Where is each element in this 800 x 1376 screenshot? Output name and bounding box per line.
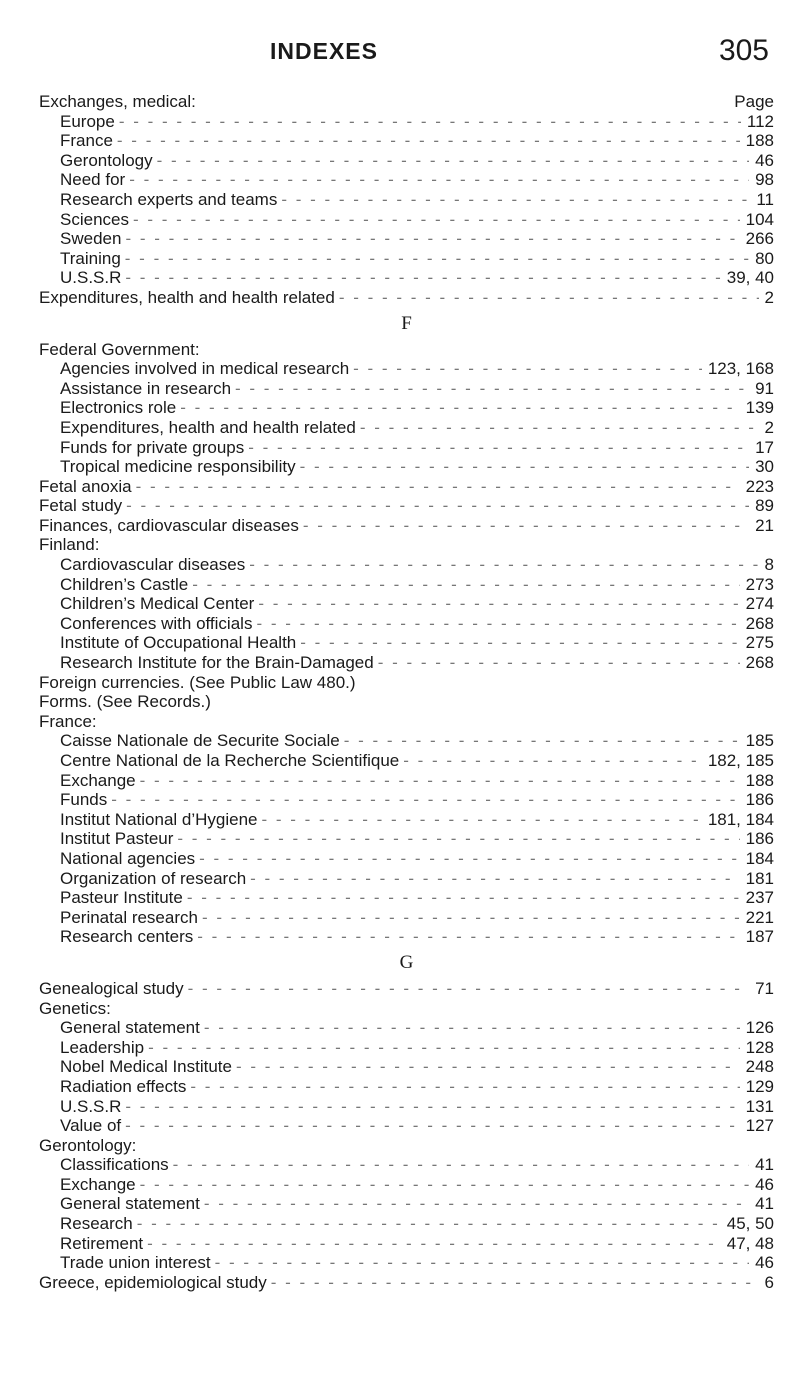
page-ref: 89	[755, 496, 774, 516]
page-ref: 127	[745, 1116, 774, 1136]
index-heading	[39, 92, 774, 112]
dot-leader	[197, 927, 739, 947]
index-subentry	[39, 170, 774, 190]
index-subentry	[39, 1018, 774, 1038]
index-entry	[39, 288, 774, 308]
index-term: Greece, epidemiological study	[39, 1272, 267, 1292]
dot-leader	[215, 1253, 750, 1273]
page-ref: 30	[755, 457, 774, 477]
page-ref: 223	[745, 476, 774, 496]
index-heading	[39, 712, 774, 732]
index-term: Classifications	[60, 1155, 169, 1175]
dot-leader	[271, 1273, 759, 1293]
page-ref: 237	[745, 888, 774, 908]
index-term: Retirement	[60, 1233, 144, 1253]
page-ref: 45, 50	[726, 1214, 774, 1234]
index-subentry	[39, 869, 774, 889]
index-subentry	[39, 810, 774, 830]
index-heading	[39, 1136, 774, 1156]
page-ref: 17	[755, 437, 774, 457]
dot-leader	[199, 849, 739, 869]
index-term: Europe	[60, 111, 115, 131]
index-subentry	[39, 908, 774, 928]
page-ref: 41	[755, 1194, 774, 1214]
index-term: Fetal anoxia	[39, 476, 132, 496]
index-term: Centre National de la Recherche Scientifique	[60, 751, 400, 770]
page-ref: 91	[755, 378, 774, 398]
index-term: Genetics:	[39, 998, 111, 1018]
dot-leader	[137, 1214, 721, 1234]
index-term: Finances, cardiovascular diseases	[39, 515, 299, 535]
page-ref: 46	[755, 1174, 774, 1194]
page-ref: 181, 184	[707, 809, 774, 829]
dot-leader	[148, 1038, 740, 1058]
index-term: Radiation effects	[60, 1076, 187, 1096]
index-subentry	[39, 731, 774, 751]
index-subentry	[39, 1057, 774, 1077]
index-term: Organization of research	[60, 868, 247, 888]
index-term: National agencies	[60, 848, 196, 868]
index-subentry	[39, 653, 774, 673]
cross-reference: Forms. (See Records.)	[39, 692, 211, 712]
page-ref: 39, 40	[726, 268, 774, 288]
index-subentry	[39, 829, 774, 849]
page-ref: 47, 48	[726, 1233, 774, 1253]
dot-leader	[202, 908, 740, 928]
index-subentry	[39, 418, 774, 438]
dot-leader	[250, 869, 739, 889]
page-ref: 266	[745, 229, 774, 249]
page-ref: 221	[745, 907, 774, 927]
page-ref: 181	[745, 868, 774, 888]
index-subentry	[39, 457, 774, 477]
page-ref: 46	[755, 150, 774, 170]
index-term: Tropical medicine responsibility	[60, 457, 296, 477]
dot-leader	[262, 810, 702, 830]
dot-leader	[204, 1194, 749, 1214]
dot-leader	[300, 633, 739, 653]
dot-leader	[125, 268, 720, 288]
index-subentry	[39, 614, 774, 634]
dot-leader	[204, 1018, 740, 1038]
index-term: Genealogical study	[39, 978, 184, 998]
page-ref: 188	[745, 131, 774, 151]
page-ref: 98	[755, 170, 774, 190]
index-subentry	[39, 888, 774, 908]
dot-leader	[117, 131, 740, 151]
index-term: Agencies involved in medical research	[60, 359, 350, 379]
index-entry	[39, 1273, 774, 1293]
index-term: Sciences	[60, 209, 129, 229]
dot-leader	[136, 477, 740, 497]
index-term: Training	[60, 248, 121, 268]
page-ref: 8	[764, 555, 774, 575]
page-ref: 275	[745, 633, 774, 653]
index-term: France	[60, 131, 113, 151]
index-term: Exchanges, medical:	[39, 92, 196, 111]
dot-leader	[177, 829, 739, 849]
page-ref: 185	[745, 731, 774, 751]
dot-leader	[119, 112, 741, 132]
index-term: Expenditures, health and health related	[39, 287, 335, 307]
index-subentry	[39, 594, 774, 614]
page-ref: 2	[764, 287, 774, 307]
index-term: Federal Government:	[39, 339, 200, 359]
dot-leader	[126, 496, 749, 516]
dot-leader	[125, 1116, 740, 1136]
index-heading	[39, 340, 774, 360]
dot-leader	[249, 555, 758, 575]
dot-leader	[187, 888, 740, 908]
dot-leader	[360, 418, 759, 438]
index-heading	[39, 999, 774, 1019]
section-letter-f: F	[401, 312, 412, 334]
index-subentry	[39, 210, 774, 230]
index-subentry	[39, 359, 774, 379]
index-term: Cardiovascular diseases	[60, 555, 246, 575]
index-term: Fetal study	[39, 496, 123, 516]
page-ref: 188	[745, 770, 774, 790]
index-term: Children’s Castle	[60, 574, 189, 594]
index-subentry	[39, 1077, 774, 1097]
index-subentry	[39, 190, 774, 210]
page-ref: 248	[745, 1057, 774, 1077]
index-subentry	[39, 268, 774, 288]
index-term: Exchange	[60, 1174, 136, 1194]
page-ref: 126	[745, 1018, 774, 1038]
page-ref: 104	[745, 209, 774, 229]
index-subentry	[39, 927, 774, 947]
page-ref: 21	[755, 515, 774, 535]
dot-leader	[188, 979, 749, 999]
page-ref: 131	[745, 1096, 774, 1116]
index-term: Gerontology:	[39, 1135, 137, 1155]
dot-leader	[378, 653, 740, 673]
index-subentry	[39, 1234, 774, 1254]
page-ref: 268	[745, 653, 774, 673]
index-term: U.S.S.R	[60, 268, 122, 288]
index-subentry	[39, 1194, 774, 1214]
index-term: Children’s Medical Center	[60, 594, 255, 614]
index-subentry	[39, 151, 774, 171]
index-term: Electronics role	[60, 398, 177, 418]
index-subentry	[39, 751, 774, 771]
page-ref: 187	[745, 927, 774, 947]
dot-leader	[129, 170, 749, 190]
dot-leader	[125, 1097, 739, 1117]
dot-leader	[339, 288, 759, 308]
index-term: General statement	[60, 1018, 200, 1038]
index-subentry	[39, 771, 774, 791]
section-letter-g: G	[399, 951, 414, 973]
dot-leader	[111, 790, 739, 810]
page-ref: 268	[745, 613, 774, 633]
dot-leader	[125, 249, 749, 269]
dot-leader	[353, 359, 702, 379]
page-ref: 184	[745, 848, 774, 868]
dot-leader	[173, 1155, 749, 1175]
page-ref: 273	[745, 574, 774, 594]
index-subentry	[39, 1038, 774, 1058]
index-term: Leadership	[60, 1037, 145, 1057]
page-ref: 186	[745, 790, 774, 810]
index-subentry	[39, 249, 774, 269]
index-heading	[39, 535, 774, 555]
running-head: INDEXES	[270, 38, 378, 64]
index-entry	[39, 516, 774, 536]
index-term: Sweden	[60, 229, 122, 249]
index-term: General statement	[60, 1194, 200, 1214]
dot-leader	[256, 614, 739, 634]
index-term: Perinatal research	[60, 907, 198, 927]
page-header	[0, 34, 800, 78]
index-term: U.S.S.R	[60, 1096, 122, 1116]
page-ref: 123, 168	[707, 359, 774, 379]
dot-leader	[190, 1077, 739, 1097]
dot-leader	[133, 210, 740, 230]
index-term: Institut National d’Hygiene	[60, 809, 258, 829]
dot-leader	[140, 771, 740, 791]
page-ref: 11	[756, 189, 774, 209]
dot-leader	[258, 594, 739, 614]
page-ref: 139	[745, 398, 774, 418]
index-subentry	[39, 131, 774, 151]
index-term: Funds for private groups	[60, 437, 245, 457]
page-ref: 186	[745, 829, 774, 849]
dot-leader	[192, 575, 739, 595]
index-term: Trade union interest	[60, 1253, 211, 1273]
dot-leader	[125, 229, 739, 249]
index-term: Assistance in research	[60, 378, 232, 398]
index-subentry	[39, 790, 774, 810]
index-subentry	[39, 849, 774, 869]
index-term: Research	[60, 1214, 133, 1234]
index-entry	[39, 496, 774, 516]
page-ref: 128	[745, 1037, 774, 1057]
dot-leader	[180, 398, 739, 418]
dot-leader	[403, 751, 702, 771]
index-subentry	[39, 1155, 774, 1175]
dot-leader	[248, 438, 749, 458]
page-column-label: Page	[734, 92, 774, 111]
index-subentry	[39, 1214, 774, 1234]
index-term: Expenditures, health and health related	[60, 417, 356, 437]
index-subentry	[39, 1097, 774, 1117]
index-subentry	[39, 633, 774, 653]
index-subentry	[39, 229, 774, 249]
index-term: Research Institute for the Brain-Damaged	[60, 653, 374, 673]
dot-leader	[157, 151, 749, 171]
index-subentry	[39, 1116, 774, 1136]
dot-leader	[235, 379, 749, 399]
page-ref: 274	[745, 594, 774, 614]
index-term: Conferences with officials	[60, 613, 253, 633]
index-subentry	[39, 1253, 774, 1273]
index-term: Pasteur Institute	[60, 888, 183, 908]
index-term: Finland:	[39, 535, 100, 555]
dot-leader	[236, 1057, 740, 1077]
index-subentry	[39, 575, 774, 595]
index-term: Institute of Occupational Health	[60, 633, 297, 653]
page-ref: 6	[764, 1272, 774, 1292]
index-subentry	[39, 1175, 774, 1195]
index-column	[39, 92, 774, 1292]
index-term: Need for	[60, 170, 126, 190]
index-term: Institut Pasteur	[60, 829, 174, 849]
index-term: Caisse Nationale de Securite Sociale	[60, 731, 340, 751]
index-subentry	[39, 438, 774, 458]
page-ref: 71	[755, 978, 774, 998]
dot-leader	[303, 516, 749, 536]
index-term: Funds	[60, 790, 108, 810]
index-term: Value of	[60, 1116, 122, 1136]
index-entry	[39, 979, 774, 999]
index-term: Nobel Medical Institute	[60, 1057, 232, 1077]
index-term: Research centers	[60, 927, 194, 947]
page-ref: 80	[755, 248, 774, 268]
dot-leader	[281, 190, 750, 210]
page-ref: 46	[755, 1253, 774, 1273]
index-subentry	[39, 398, 774, 418]
dot-leader	[344, 731, 740, 751]
dot-leader	[300, 457, 750, 477]
index-entry	[39, 477, 774, 497]
index-term: Research experts and teams	[60, 189, 278, 209]
index-term: Gerontology	[60, 150, 153, 170]
page-ref: 2	[764, 417, 774, 437]
index-subentry	[39, 555, 774, 575]
cross-reference: Foreign currencies. (See Public Law 480.)	[39, 672, 356, 692]
page-ref: 112	[746, 111, 774, 131]
dot-leader	[147, 1234, 721, 1254]
page-ref: 129	[745, 1076, 774, 1096]
page-number: 305	[718, 34, 769, 67]
dot-leader	[140, 1175, 749, 1195]
index-subentry	[39, 112, 774, 132]
index-term: Exchange	[60, 770, 136, 790]
index-term: France:	[39, 711, 97, 731]
index-subentry	[39, 379, 774, 399]
page-ref: 41	[755, 1155, 774, 1175]
page-ref: 182, 185	[707, 751, 774, 770]
